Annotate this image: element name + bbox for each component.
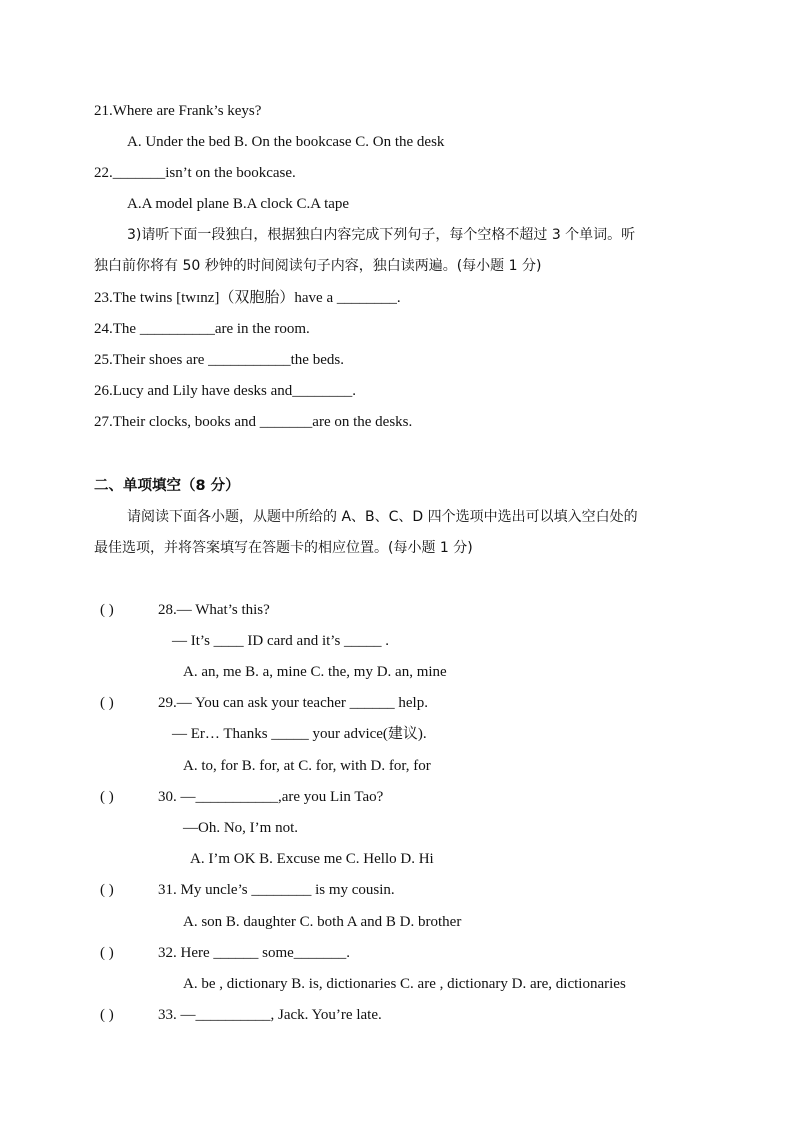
q24: 24.The __________are in the room. <box>94 321 310 337</box>
q22-options: A.A model plane B.A clock C.A tape <box>127 196 350 212</box>
q28-options: A. an, me B. a, mine C. the, my D. an, mine <box>183 664 447 680</box>
q27: 27.Their clocks, books and _______are on the desks. <box>94 414 413 430</box>
q26: 26.Lucy and Lily have desks and________. <box>94 383 357 399</box>
q25: 25.Their shoes are ___________the beds. <box>94 352 344 368</box>
answer-bracket: ( ) <box>100 882 114 898</box>
answer-bracket: ( ) <box>100 945 114 961</box>
answer-bracket: ( ) <box>100 789 114 805</box>
part3-intro-line1: 3)请听下面一段独白，根据独白内容完成下列句子，每个空格不超过 3 个单词。听 <box>127 227 636 243</box>
q29-options: A. to, for B. for, at C. for, with D. for, for <box>183 758 431 774</box>
answer-bracket: ( ) <box>100 1007 114 1023</box>
q30-line2: —Oh. No, I’m not. <box>183 820 298 836</box>
q28-line2: — It’s ____ ID card and it’s _____ . <box>172 633 390 649</box>
q31-line1: 31. My uncle’s ________ is my cousin. <box>158 882 395 898</box>
q22-stem: 22._______isn’t on the bookcase. <box>94 165 296 181</box>
q29-line1: 29.— You can ask your teacher ______ help. <box>158 695 428 711</box>
answer-bracket: ( ) <box>100 695 114 711</box>
section2-title: 二、单项填空（8 分） <box>94 478 240 494</box>
q32-options: A. be , dictionary B. is, dictionaries C. are , dictionary D. are, dictionaries <box>183 976 626 992</box>
answer-bracket: ( ) <box>100 602 114 618</box>
q23: 23.The twins [twɪnz]（双胞胎）have a ________. <box>94 290 401 306</box>
section2-intro-line1: 请阅读下面各小题，从题中所给的 A、B、C、D 四个选项中选出可以填入空白处的 <box>127 509 638 525</box>
q31-options: A. son B. daughter C. both A and B D. brother <box>183 914 462 930</box>
q21-stem: 21.Where are Frank’s keys? <box>94 103 262 119</box>
q30-options: A. I’m OK B. Excuse me C. Hello D. Hi <box>190 851 434 867</box>
part3-intro-line2: 独白前你将有 50 秒钟的时间阅读句子内容，独白读两遍。(每小题 1 分) <box>94 258 542 274</box>
q33-line1: 33. —__________, Jack. You’re late. <box>158 1007 382 1023</box>
q21-options: A. Under the bed B. On the bookcase C. On the desk <box>127 134 445 150</box>
q28-line1: 28.— What’s this? <box>158 602 270 618</box>
q30-line1: 30. —___________,are you Lin Tao? <box>158 789 384 805</box>
q29-line2: — Er… Thanks _____ your advice(建议). <box>172 726 427 742</box>
section2-intro-line2: 最佳选项，并将答案填写在答题卡的相应位置。(每小题 1 分) <box>94 540 473 556</box>
q32-line1: 32. Here ______ some_______. <box>158 945 351 961</box>
